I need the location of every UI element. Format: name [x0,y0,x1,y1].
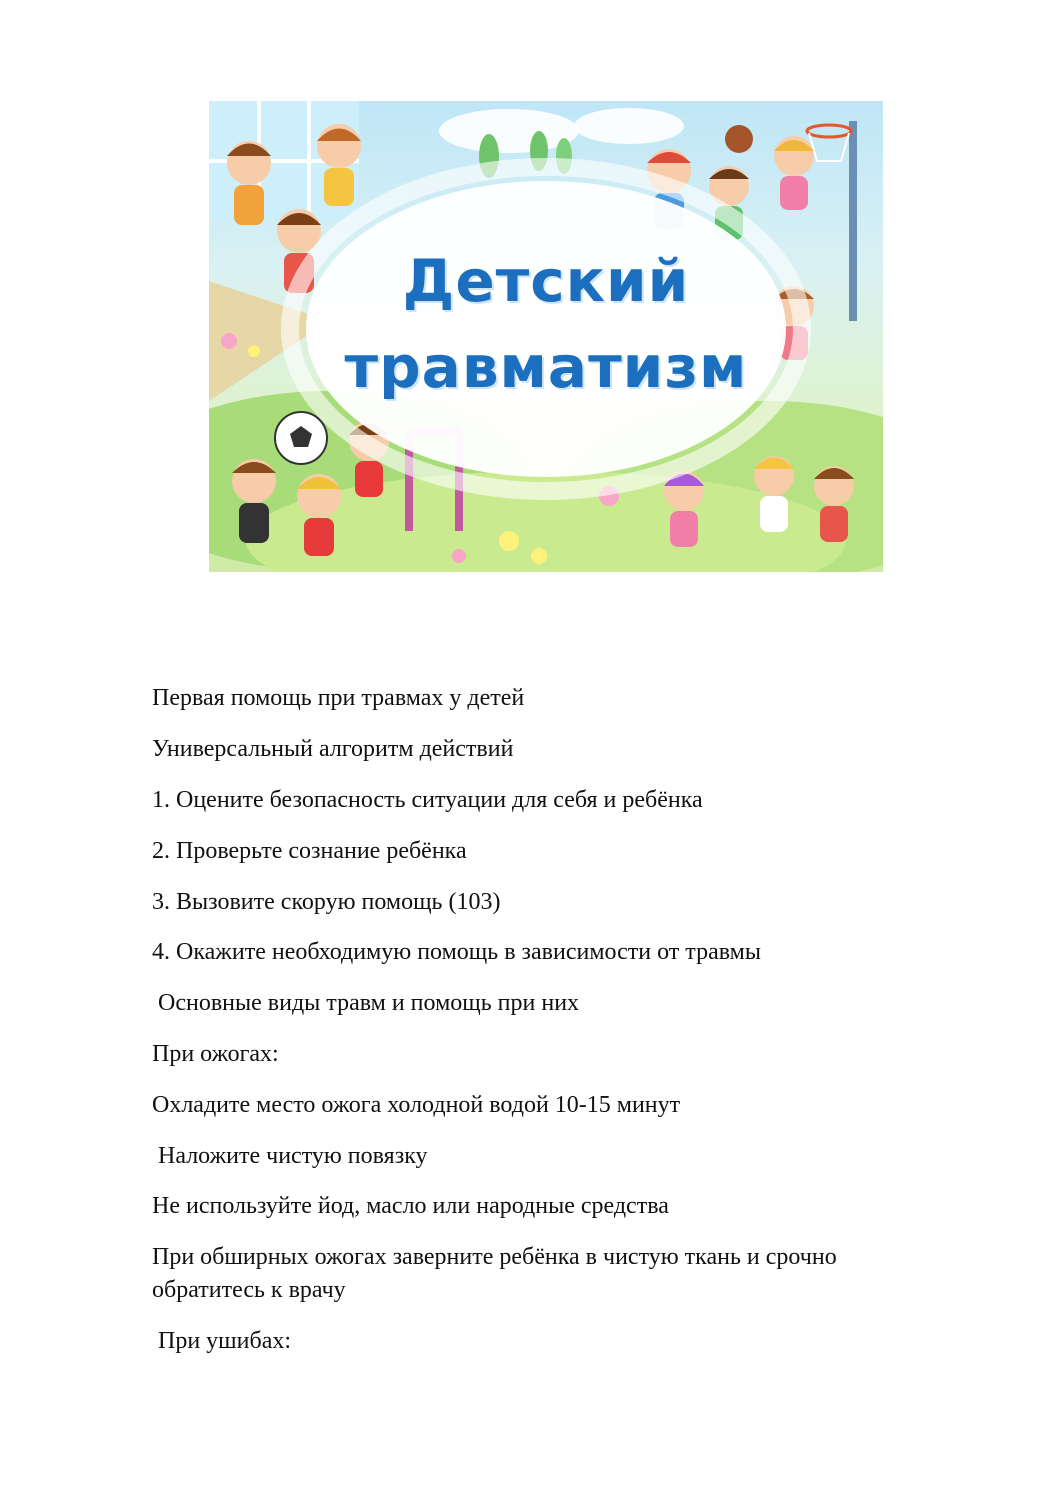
burns-item-3: Не используйте йод, масло или народные средства [152,1193,669,1219]
step-1: 1. Оцените безопасность ситуации для себя и ребёнка [152,787,703,813]
burns-item-4: При обширных ожогах заверните ребёнка в чистую ткань и срочно обратитесь к врачу [152,1244,837,1303]
step-2: 2. Проверьте сознание ребёнка [152,838,467,864]
burns-item-1: Охладите место ожога холодной водой 10-15 минут [152,1092,681,1118]
step-3: 3. Вызовите скорую помощь (103) [152,889,501,915]
injury-types-title: Основные виды травм и помощь при них [152,990,580,1016]
burns-item-2: Наложите чистую повязку [152,1143,428,1169]
title-banner-image [209,101,883,572]
burns-title: При ожогах: [152,1041,279,1067]
banner-title-line2: травматизм [344,333,748,401]
document-heading: Первая помощь при травмах у детей [152,685,525,711]
bruises-title: При ушибах: [152,1328,292,1354]
algorithm-title: Универсальный алгоритм действий [152,736,514,762]
step-4: 4. Окажите необходимую помощь в зависимости от травмы [152,939,761,965]
banner-title-line1: Детский [402,247,690,315]
